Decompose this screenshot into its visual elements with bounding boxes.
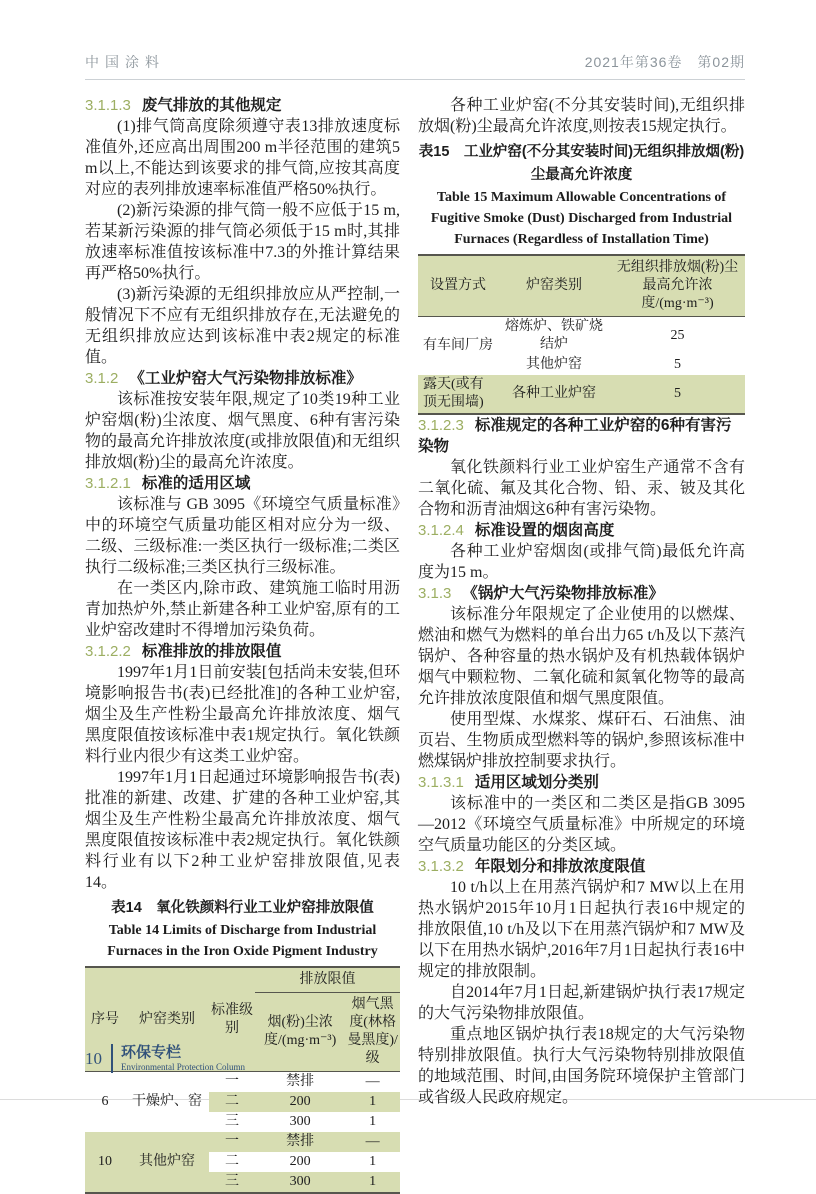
cell-grade: 一 bbox=[225, 1074, 239, 1089]
section-heading bbox=[85, 473, 400, 494]
section-number: 3.1.3.2 bbox=[418, 858, 464, 875]
table14-body bbox=[85, 1072, 400, 1194]
cell-grade: 二 bbox=[225, 1154, 239, 1169]
paragraph: 10 t/h以上在用蒸汽锅炉和7 MW以上在用热水锅炉2015年10月1日起执行表16中规定的排放限值,10 t/h及以下在用蒸汽锅炉和7 MW及以下在用热水锅炉,2016年7月1日起执行表16中规定的排放限制。 bbox=[418, 879, 745, 980]
paragraph: 1997年1月1日前安装[包括尚未安装,但环境影响报告书(表)已经批准]的各种工业炉窑,烟尘及生产性粉尘最高允许排放浓度、烟气黑度限值按该标准中表1规定执行。氧化铁颜料行业内很少有这类工业炉窑。 bbox=[85, 664, 400, 765]
section-title: 年限划分和排放浓度限值 bbox=[474, 858, 646, 875]
section-title: 废气排放的其他规定 bbox=[141, 97, 282, 114]
cell-grade: 一 bbox=[209, 1132, 255, 1152]
section-title: 标准的适用区域 bbox=[141, 475, 251, 492]
col-header-limit-group: 排放限值 bbox=[255, 967, 400, 993]
cell-furnace-type: 其他炉窑 bbox=[125, 1132, 209, 1193]
left-column bbox=[85, 95, 400, 1194]
section-number: 3.1.3.1 bbox=[418, 774, 464, 791]
paragraph: (2)新污染源的排气筒一般不应低于15 m,若某新污染源的排气筒必须低于15 m时,其排放速率标准值按该标准中7.3的外推计算结果再严格50%执行。 bbox=[85, 202, 400, 282]
cell-furnace-type: 干燥炉、窑 bbox=[132, 1094, 202, 1109]
cell-setting: 露天(或有顶无围墙) bbox=[418, 375, 498, 414]
issue-info: 2021年第36卷 第02期 bbox=[584, 54, 745, 70]
table15-body bbox=[418, 317, 745, 415]
cell-dust-value: 禁排 bbox=[286, 1074, 315, 1089]
section-heading bbox=[418, 772, 745, 793]
page-footer bbox=[85, 1044, 245, 1073]
table14-title-en: Table 14 Limits of Discharge from Industrial Furnaces in the Iron Oxide Pigment Industry bbox=[107, 923, 378, 959]
col-header-type: 炉窑类别 bbox=[498, 255, 610, 317]
col-header-dust: 烟(粉)尘浓度/(mg·m⁻³) bbox=[255, 993, 345, 1072]
table14-title-cn: 表14 氧化铁颜料行业工业炉窑排放限值 bbox=[111, 900, 374, 916]
cell-grade: 二 bbox=[209, 1092, 255, 1112]
section-heading bbox=[85, 368, 400, 389]
paragraph: 该标准与 GB 3095《环境空气质量标准》中的环境空气质量功能区相对应分为一级、二级、三级标准:一类区执行一级标准;二类区执行二级标准;三类区执行三级标准。 bbox=[85, 496, 400, 576]
journal-title: 中国涂料 bbox=[85, 54, 165, 70]
col-header-concentration: 无组织排放烟(粉)尘最高允许浓度/(mg·m⁻³) bbox=[610, 255, 745, 317]
cell-dust-value: 300 bbox=[255, 1172, 345, 1193]
paragraph: 重点地区锅炉执行表18规定的大气污染物特别排放限值。执行大气污染物特别排放限值的地域范围、时间,由国务院环境保护主管部门或省级人民政府规定。 bbox=[418, 1026, 745, 1106]
section-title: 标准设置的烟囱高度 bbox=[474, 522, 615, 539]
cell-blackness-value: 1 bbox=[369, 1114, 377, 1129]
cell-blackness-value: — bbox=[365, 1074, 380, 1089]
cell-seq: 10 bbox=[85, 1132, 125, 1193]
fugitive-dust-table bbox=[418, 254, 745, 415]
column-name-en: Environmental Protection Column bbox=[121, 1062, 245, 1072]
cell-blackness-value: 1 bbox=[345, 1172, 400, 1193]
cell-concentration-value: 5 bbox=[610, 375, 745, 414]
running-head bbox=[85, 52, 745, 80]
section-number: 3.1.2.3 bbox=[418, 417, 464, 434]
section-number: 3.1.3 bbox=[418, 585, 452, 602]
paragraph: 各种工业炉窑烟囱(或排气筒)最低允许高度为15 m。 bbox=[418, 543, 745, 581]
section-number: 3.1.2.4 bbox=[418, 522, 464, 539]
table14-container bbox=[85, 966, 400, 1194]
paragraph: 该标准分年限规定了企业使用的以燃煤、燃油和燃气为燃料的单台出力65 t/h及以下蒸汽锅炉、各种容量的热水锅炉及有机热载体锅炉烟气中颗粒物、二氧化硫和氮氧化物等的最高允许排放浓度限值和烟气黑度限值。 bbox=[418, 606, 745, 707]
cell-dust-value: 禁排 bbox=[255, 1132, 345, 1152]
column-name-cn: 环保专栏 bbox=[121, 1044, 182, 1061]
col-header-setting: 设置方式 bbox=[418, 255, 498, 317]
section-heading bbox=[418, 520, 745, 541]
cell-dust-value: 300 bbox=[289, 1114, 311, 1129]
cell-concentration-value: 5 bbox=[674, 357, 681, 372]
cell-dust-value: 200 bbox=[255, 1092, 345, 1112]
right-column bbox=[418, 95, 745, 1194]
cell-furnace-type: 各种工业炉窑 bbox=[498, 375, 610, 414]
paragraph: 1997年1月1日起通过环境影响报告书(表)批准的新建、改建、扩建的各种工业炉窑,其烟尘及生产性粉尘最高允许排放浓度、烟气黑度限值按该标准中表2规定执行。氧化铁颜料行业有以下2种工业炉窑排放限值,见表14。 bbox=[85, 769, 400, 891]
section-number: 3.1.2.2 bbox=[85, 643, 131, 660]
col-header-grade: 标准级别 bbox=[209, 967, 255, 1072]
section-title: 适用区域划分类别 bbox=[474, 774, 599, 791]
cell-blackness-value: 1 bbox=[369, 1154, 377, 1169]
cell-concentration-value: 25 bbox=[670, 328, 685, 343]
emission-limits-table bbox=[85, 966, 400, 1194]
section-number: 3.1.2 bbox=[85, 370, 119, 387]
paragraph: 该标准中的一类区和二类区是指GB 3095—2012《环境空气质量标准》中所规定的环境空气质量功能区的分类区域。 bbox=[418, 795, 745, 854]
column-banner bbox=[111, 1044, 245, 1073]
paragraph: 各种工业炉窑(不分其安装时间),无组织排放烟(粉)尘最高允许浓度,则按表15规定执行。 bbox=[418, 97, 745, 135]
section-title: 《锅炉大气污染物排放标准》 bbox=[462, 585, 664, 602]
two-column-body bbox=[85, 95, 745, 1194]
cell-seq: 6 bbox=[101, 1094, 109, 1109]
section-heading bbox=[85, 95, 400, 116]
cell-grade: 三 bbox=[209, 1172, 255, 1193]
cell-blackness-value: — bbox=[345, 1132, 400, 1152]
table-row bbox=[418, 375, 745, 414]
col-header-seq: 序号 bbox=[85, 967, 125, 1072]
col-header-blackness: 烟气黑度(林格曼黑度)/级 bbox=[345, 993, 400, 1072]
section-heading bbox=[85, 641, 400, 662]
table-row bbox=[85, 1132, 400, 1152]
section-heading bbox=[418, 856, 745, 877]
cell-furnace-type: 熔炼炉、铁矿烧结炉 bbox=[505, 319, 603, 352]
table15-title-cn: 表15 工业炉窑(不分其安装时间)无组织排放烟(粉)尘最高允许浓度 bbox=[418, 144, 745, 183]
paragraph: 在一类区内,除市政、建筑施工临时用沥青加热炉外,禁止新建各种工业炉窑,原有的工业炉窑改建时不得增加污染负荷。 bbox=[85, 580, 400, 639]
table15-title-en: Table 15 Maximum Allowable Concentrations of Fugitive Smoke (Dust) Discharged from Industrial Furnaces (Regardless of Installation Time) bbox=[430, 190, 733, 247]
paragraph: (1)排气筒高度除须遵守表13排放速度标准值外,还应高出周围200 m半径范围的建筑5 m以上,不能达到该要求的排气筒,应按其高度对应的表列排放速率标准值严格50%执行。 bbox=[85, 118, 400, 198]
page-number: 10 bbox=[85, 1048, 102, 1068]
cell-blackness-value: 1 bbox=[345, 1092, 400, 1112]
section-title: 标准规定的各种工业炉窑的6种有害污染物 bbox=[418, 417, 732, 455]
table15-header bbox=[418, 255, 745, 317]
section-heading bbox=[418, 415, 745, 457]
section-heading bbox=[418, 583, 745, 604]
paragraph: 使用型煤、水煤浆、煤矸石、石油焦、油页岩、生物质成型燃料等的锅炉,参照该标准中燃煤锅炉排放控制要求执行。 bbox=[418, 711, 745, 770]
section-number: 3.1.1.3 bbox=[85, 97, 131, 114]
paragraph: 自2014年7月1日起,新建锅炉执行表17规定的大气污染物排放限值。 bbox=[418, 984, 745, 1022]
table15-block bbox=[418, 141, 745, 415]
cell-dust-value: 200 bbox=[289, 1154, 311, 1169]
col-header-type: 炉窑类别 bbox=[125, 967, 209, 1072]
paragraph: (3)新污染源的无组织排放应从严控制,一般情况下不应有无组织排放存在,无法避免的无组织排放应达到该标准中表2规定的标准值。 bbox=[85, 286, 400, 366]
section-title: 标准排放的排放限值 bbox=[141, 643, 282, 660]
cell-furnace-type: 其他炉窑 bbox=[526, 357, 582, 372]
cell-grade: 三 bbox=[225, 1114, 239, 1129]
section-title: 《工业炉窑大气污染物排放标准》 bbox=[129, 370, 362, 387]
table-row bbox=[418, 317, 745, 356]
table15-container bbox=[418, 254, 745, 415]
table-row bbox=[85, 1072, 400, 1093]
paragraph: 氧化铁颜料行业工业炉窑生产通常不含有二氧化硫、氟及其化合物、铅、汞、铍及其化合物和沥青油烟这6种有害污染物。 bbox=[418, 459, 745, 518]
section-number: 3.1.2.1 bbox=[85, 475, 131, 492]
cell-setting: 有车间厂房 bbox=[423, 338, 493, 353]
paragraph: 该标准按安装年限,规定了10类19种工业炉窑烟(粉)尘浓度、烟气黑度、6种有害污染物的最高允许排放浓度(或排放限值)和无组织排放烟(粉)尘的最高允许浓度。 bbox=[85, 391, 400, 471]
